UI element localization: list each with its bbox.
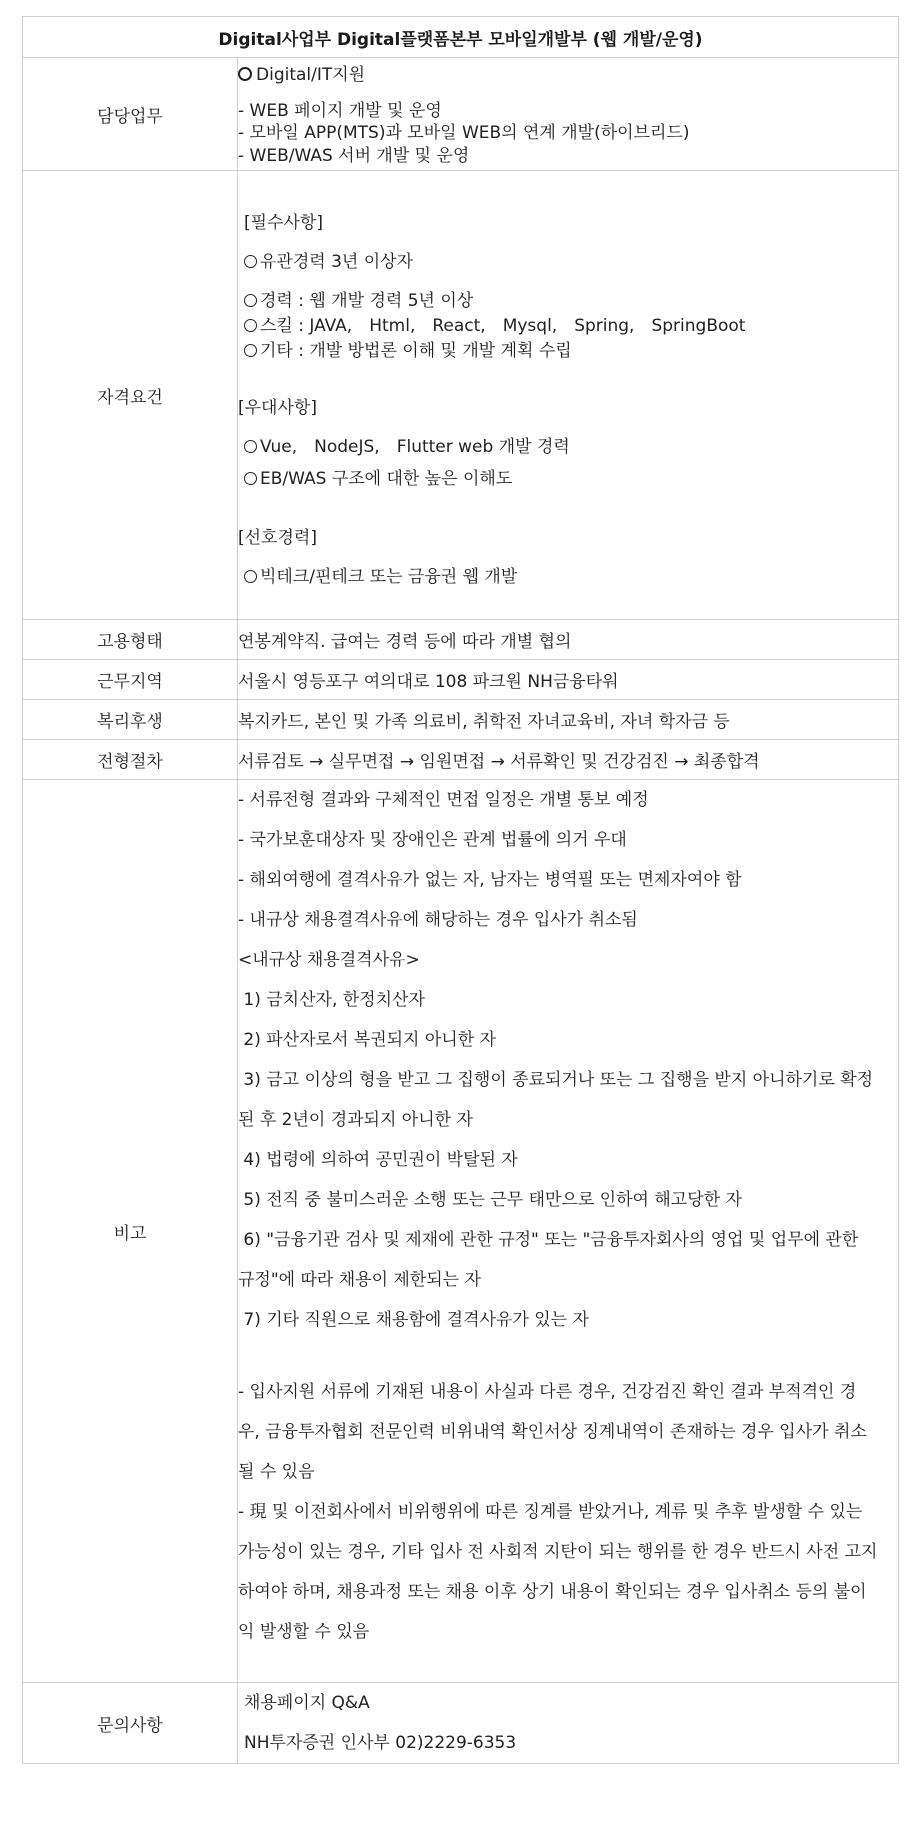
qualifications-content — [238, 171, 899, 620]
contact-label: 문의사항 — [23, 1683, 238, 1764]
title-row — [23, 17, 899, 58]
welfare-row — [23, 700, 899, 740]
circle-bullet-icon — [244, 294, 257, 307]
remarks-line: 5) 전직 중 불미스러운 소행 또는 근무 태만으로 인하여 해고당한 자 — [238, 1190, 742, 1210]
remarks-line: - 내규상 채용결격사유에 해당하는 경우 입사가 취소됨 — [238, 910, 638, 930]
welfare-value: 복지카드, 본인 및 가족 의료비, 취학전 자녀교육비, 자녀 학자금 등 — [238, 700, 899, 740]
duties-heading: Digital/IT지원 — [238, 62, 898, 89]
circle-bullet-icon — [238, 67, 252, 81]
duties-item: - WEB/WAS 서버 개발 및 운영 — [238, 146, 470, 166]
remarks-line: - 국가보훈대상자 및 장애인은 관계 법률에 의거 우대 — [238, 830, 627, 850]
process-label: 전형절차 — [23, 740, 238, 780]
remarks-line: 하여야 하며, 채용과정 또는 채용 이후 상기 내용이 확인되는 경우 입사취소 등의 불이 — [238, 1582, 867, 1602]
remarks-line: 우, 금융투자협회 전문인력 비위내역 확인서상 징계내역이 존재하는 경우 입사가 취소 — [238, 1422, 867, 1442]
remarks-label: 비고 — [23, 780, 238, 1683]
remarks-line: 될 수 있음 — [238, 1462, 315, 1482]
remarks-line: 규정"에 따라 채용이 제한되는 자 — [238, 1270, 481, 1290]
contact-line: NH투자증권 인사부 02)2229-6353 — [244, 1733, 517, 1753]
employment-label: 고용형태 — [23, 620, 238, 660]
remarks-line: - 서류전형 결과와 구체적인 면접 일정은 개별 통보 예정 — [238, 790, 649, 810]
location-value: 서울시 영등포구 여의대로 108 파크원 NH금융타워 — [238, 660, 899, 700]
contact-row — [23, 1683, 899, 1764]
circle-bullet-icon — [244, 319, 257, 332]
required-item: 유관경력 3년 이상자 — [238, 250, 898, 275]
job-posting — [22, 16, 898, 1764]
career-item: 빅테크/핀테크 또는 금융권 웹 개발 — [238, 565, 898, 590]
welfare-label: 복리후생 — [23, 700, 238, 740]
career-title: [선호경력] — [238, 527, 317, 548]
posting-title: Digital사업부 Digital플랫폼본부 모바일개발부 (웹 개발/운영) — [23, 17, 899, 58]
qualifications-row — [23, 171, 899, 620]
employment-row — [23, 620, 899, 660]
contact-line: 채용페이지 Q&A — [244, 1693, 370, 1713]
duties-row — [23, 58, 899, 171]
location-label: 근무지역 — [23, 660, 238, 700]
remarks-line: 4) 법령에 의하여 공민권이 박탈된 자 — [238, 1150, 518, 1170]
employment-value: 연봉계약직. 급여는 경력 등에 따라 개별 협의 — [238, 620, 899, 660]
job-posting-table — [22, 16, 899, 1764]
preferred-item: EB/WAS 구조에 대한 높은 이해도 — [238, 467, 898, 492]
remarks-line: - 해외여행에 결격사유가 없는 자, 남자는 병역필 또는 면제자여야 함 — [238, 870, 742, 890]
duties-item: - WEB 페이지 개발 및 운영 — [238, 101, 442, 121]
process-value: 서류검토 → 실무면접 → 임원면접 → 서류확인 및 건강검진 → 최종합격 — [238, 740, 899, 780]
process-row — [23, 740, 899, 780]
required-item: 스킬 : JAVA, Html, React, Mysql, Spring, SpringBoot — [238, 314, 898, 339]
preferred-title: [우대사항] — [238, 397, 317, 418]
required-item: 경력 : 웹 개발 경력 5년 이상 — [238, 289, 898, 314]
circle-bullet-icon — [244, 255, 257, 268]
remarks-line: 2) 파산자로서 복권되지 아니한 자 — [238, 1030, 496, 1050]
duties-item: - 모바일 APP(MTS)과 모바일 WEB의 연계 개발(하이브리드) — [238, 123, 690, 143]
circle-bullet-icon — [244, 344, 257, 357]
remarks-row — [23, 780, 899, 1683]
required-title: [필수사항] — [244, 212, 323, 233]
remarks-line: 가능성이 있는 경우, 기타 입사 전 사회적 지탄이 되는 행위를 한 경우 반드시 사전 고지 — [238, 1542, 878, 1562]
remarks-content — [238, 780, 899, 1683]
circle-bullet-icon — [244, 570, 257, 583]
remarks-line: 1) 금치산자, 한정치산자 — [238, 990, 425, 1010]
remarks-line: 익 발생할 수 있음 — [238, 1622, 370, 1642]
required-item: 기타 : 개발 방법론 이해 및 개발 계획 수립 — [238, 339, 898, 364]
contact-content — [238, 1683, 899, 1764]
remarks-line: 3) 금고 이상의 형을 받고 그 집행이 종료되거나 또는 그 집행을 받지 아니하기로 확정 — [238, 1070, 874, 1090]
circle-bullet-icon — [244, 472, 257, 485]
duties-label: 담당업무 — [23, 58, 238, 171]
circle-bullet-icon — [244, 440, 257, 453]
location-row — [23, 660, 899, 700]
remarks-line: 된 후 2년이 경과되지 아니한 자 — [238, 1110, 473, 1130]
duties-content — [238, 58, 899, 171]
remarks-line: - 입사지원 서류에 기재된 내용이 사실과 다른 경우, 건강검진 확인 결과 부적격인 경 — [238, 1382, 857, 1402]
preferred-item: Vue, NodeJS, Flutter web 개발 경력 — [238, 435, 898, 460]
remarks-line: 7) 기타 직원으로 채용함에 결격사유가 있는 자 — [238, 1310, 589, 1330]
qualifications-label: 자격요건 — [23, 171, 238, 620]
remarks-line: 6) "금융기관 검사 및 제재에 관한 규정" 또는 "금융투자회사의 영업 및 업무에 관한 — [238, 1230, 859, 1250]
remarks-line: <내규상 채용결격사유> — [238, 950, 420, 970]
remarks-line: - 現 및 이전회사에서 비위행위에 따른 징계를 받았거나, 계류 및 추후 발생할 수 있는 — [238, 1502, 863, 1522]
